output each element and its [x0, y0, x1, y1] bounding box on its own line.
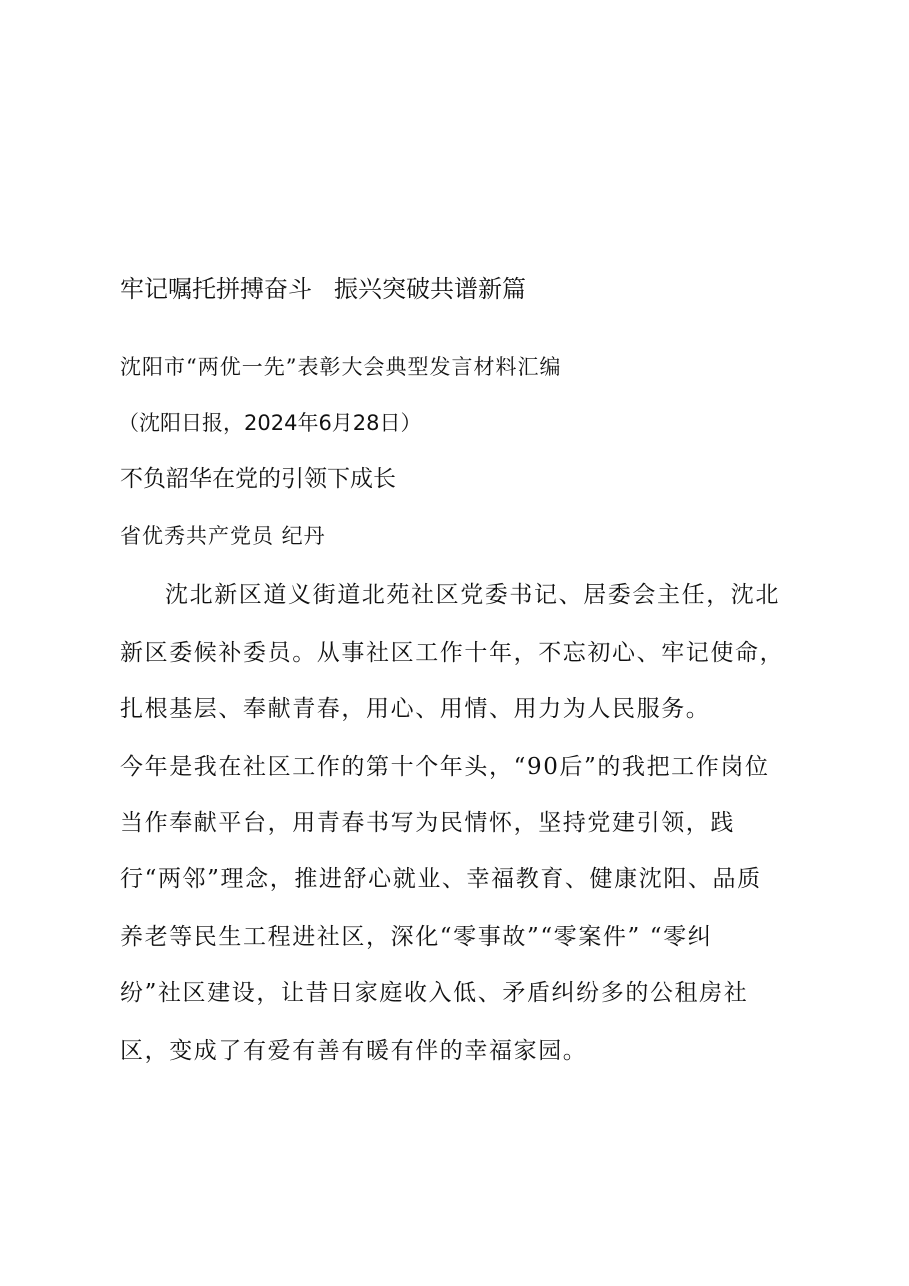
paragraph-2-line-2: 当作奉献平台，用青春书写为民情怀，坚持党建引领，践 [120, 810, 735, 836]
paragraph-1-line-3: 扎根基层、奉献青春，用心、用情、用力为人民服务。 [120, 696, 711, 722]
paragraph-2-line-6: 区，变成了有爱有善有暖有伴的幸福家园。 [120, 1038, 588, 1064]
paragraph-2-line-4: 养老等民生工程进社区，深化“零事故”“零案件” “零纠 [120, 924, 713, 950]
title-part-1: 牢记嘱托拼搏奋斗 [120, 275, 312, 303]
paragraph-2-line-3: 行“两邻”理念，推进舒心就业、幸福教育、健康沈阳、品质 [120, 866, 762, 892]
document-title [120, 277, 526, 301]
paragraph-2-line-1: 今年是我在社区工作的第十个年头，“90后”的我把工作岗位 [120, 754, 770, 780]
document-subtitle: 沈阳市“两优一先”表彰大会典型发言材料汇编 [120, 355, 562, 379]
paragraph-2-line-5: 纷”社区建设，让昔日家庭收入低、矛盾纠纷多的公租房社 [120, 980, 749, 1006]
source-line: （沈阳日报，2024年6月28日） [118, 411, 422, 435]
honoree-line: 省优秀共产党员 纪丹 [120, 524, 326, 548]
title-part-2: 振兴突破共谱新篇 [334, 275, 526, 303]
paragraph-1-line-2: 新区委候补委员。从事社区工作十年，不忘初心、牢记使命， [120, 640, 785, 666]
paragraph-1-line-1: 沈北新区道义街道北苑社区党委书记、居委会主任，沈北 [165, 582, 780, 608]
section-title: 不负韶华在党的引领下成长 [120, 466, 396, 492]
